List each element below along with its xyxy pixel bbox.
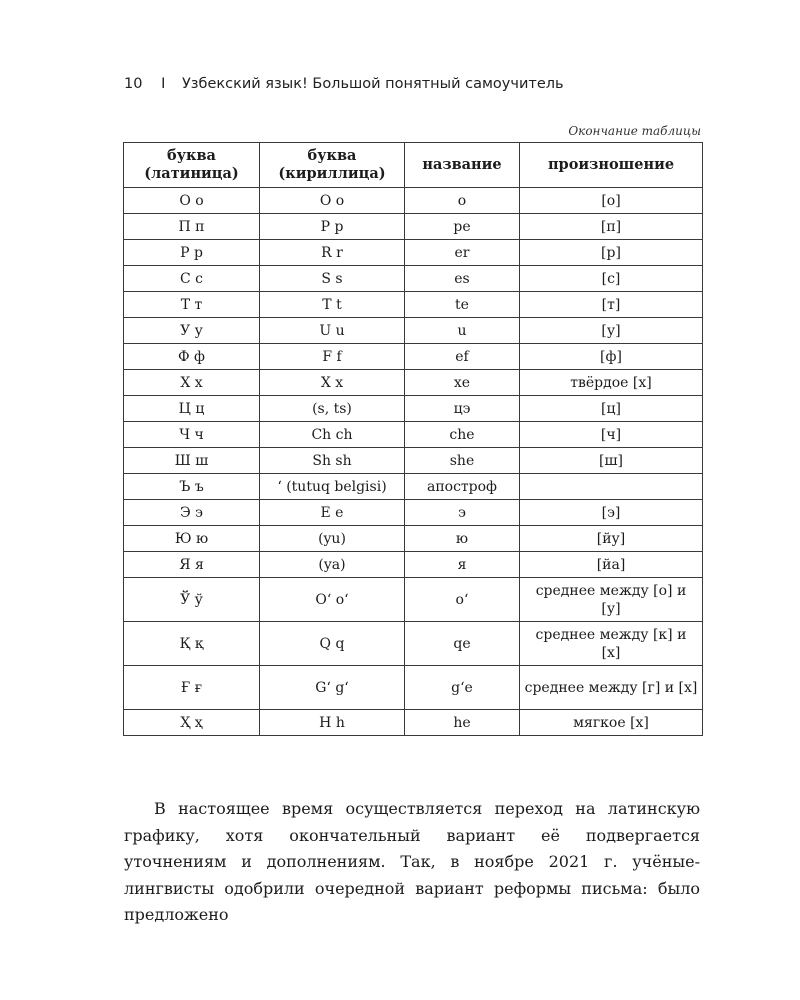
- cell-letter-name: es: [405, 266, 520, 292]
- table-row: [124, 500, 703, 526]
- cell-pronunciation: [ц]: [520, 396, 703, 422]
- cell-letter-name: te: [405, 292, 520, 318]
- cell-letter-first: Ў ў: [124, 578, 260, 622]
- cell-pronunciation: [т]: [520, 292, 703, 318]
- column-header-cyrillic: буква (кириллица): [260, 143, 405, 188]
- table-row: [124, 474, 703, 500]
- cell-letter-second: Oʻ oʻ: [260, 578, 405, 622]
- table-row: [124, 292, 703, 318]
- cell-letter-first: Ш ш: [124, 448, 260, 474]
- alphabet-table: [123, 142, 703, 736]
- cell-pronunciation: среднее между [г] и [х]: [520, 666, 703, 710]
- cell-letter-second: E e: [260, 500, 405, 526]
- cell-letter-first: Ф ф: [124, 344, 260, 370]
- column-header-pronunciation: произношение: [520, 143, 703, 188]
- cell-letter-second: P p: [260, 214, 405, 240]
- cell-letter-second: U u: [260, 318, 405, 344]
- table-row: [124, 666, 703, 710]
- cell-pronunciation: среднее между [к] и [х]: [520, 622, 703, 666]
- cell-pronunciation: мягкое [х]: [520, 710, 703, 736]
- cell-letter-second: O o: [260, 188, 405, 214]
- cell-letter-first: Ц ц: [124, 396, 260, 422]
- cell-letter-first: Ғ ғ: [124, 666, 260, 710]
- cell-letter-second: Q q: [260, 622, 405, 666]
- page-number: 10: [124, 76, 143, 92]
- cell-letter-first: Э э: [124, 500, 260, 526]
- cell-pronunciation: [520, 474, 703, 500]
- cell-letter-name: er: [405, 240, 520, 266]
- cell-pronunciation: твёрдое [х]: [520, 370, 703, 396]
- cell-letter-second: Gʻ gʻ: [260, 666, 405, 710]
- cell-letter-name: che: [405, 422, 520, 448]
- cell-letter-second: ʻ (tutuq belgisi): [260, 474, 405, 500]
- body-paragraph: В настоящее время осуществляется переход на латинскую графику, хотя окончательный вариант её подвергается уточнениям и дополнениям. Так, в ноябре 2021 г. учёные-лингвисты одобрили очередной вариант реформы письма: было предложено: [124, 799, 700, 924]
- cell-pronunciation: [п]: [520, 214, 703, 240]
- cell-letter-name: gʻe: [405, 666, 520, 710]
- table-row: [124, 578, 703, 622]
- cell-letter-name: ю: [405, 526, 520, 552]
- cell-letter-first: О о: [124, 188, 260, 214]
- cell-pronunciation: [йа]: [520, 552, 703, 578]
- cell-letter-name: he: [405, 710, 520, 736]
- book-title: Узбекский язык! Большой понятный самоучитель: [181, 76, 564, 92]
- cell-letter-second: (yu): [260, 526, 405, 552]
- cell-letter-second: S s: [260, 266, 405, 292]
- cell-letter-name: xe: [405, 370, 520, 396]
- cell-letter-name: o: [405, 188, 520, 214]
- cell-pronunciation: [у]: [520, 318, 703, 344]
- cell-pronunciation: [ш]: [520, 448, 703, 474]
- cell-letter-second: F f: [260, 344, 405, 370]
- table-row: [124, 396, 703, 422]
- cell-letter-name: u: [405, 318, 520, 344]
- cell-letter-first: Ҳ ҳ: [124, 710, 260, 736]
- column-header-latin: буква (латиница): [124, 143, 260, 188]
- table-row: [124, 552, 703, 578]
- cell-letter-name: цэ: [405, 396, 520, 422]
- cell-pronunciation: [ф]: [520, 344, 703, 370]
- cell-letter-name: she: [405, 448, 520, 474]
- running-header: [124, 76, 564, 92]
- cell-letter-first: Ъ ъ: [124, 474, 260, 500]
- header-separator: I: [161, 76, 166, 92]
- cell-pronunciation: [р]: [520, 240, 703, 266]
- cell-letter-second: Ch ch: [260, 422, 405, 448]
- cell-letter-first: У у: [124, 318, 260, 344]
- cell-letter-first: Т т: [124, 292, 260, 318]
- table-header-row: [124, 143, 703, 188]
- cell-letter-name: pe: [405, 214, 520, 240]
- cell-letter-second: T t: [260, 292, 405, 318]
- table-row: [124, 214, 703, 240]
- cell-pronunciation: [о]: [520, 188, 703, 214]
- table-row: [124, 526, 703, 552]
- table-caption: Окончание таблицы: [568, 124, 701, 138]
- cell-letter-first: Ю ю: [124, 526, 260, 552]
- cell-letter-second: R r: [260, 240, 405, 266]
- table-row: [124, 240, 703, 266]
- table-row: [124, 318, 703, 344]
- cell-letter-first: Ч ч: [124, 422, 260, 448]
- cell-letter-first: С с: [124, 266, 260, 292]
- cell-pronunciation: [йу]: [520, 526, 703, 552]
- table-row: [124, 188, 703, 214]
- cell-letter-second: H h: [260, 710, 405, 736]
- cell-pronunciation: среднее между [о] и [у]: [520, 578, 703, 622]
- cell-letter-first: Қ қ: [124, 622, 260, 666]
- cell-letter-first: П п: [124, 214, 260, 240]
- table-row: [124, 266, 703, 292]
- cell-letter-second: (ya): [260, 552, 405, 578]
- cell-letter-name: э: [405, 500, 520, 526]
- cell-letter-first: Я я: [124, 552, 260, 578]
- table-row: [124, 422, 703, 448]
- cell-letter-name: апостроф: [405, 474, 520, 500]
- cell-letter-name: я: [405, 552, 520, 578]
- cell-pronunciation: [с]: [520, 266, 703, 292]
- table-row: [124, 710, 703, 736]
- cell-letter-second: Sh sh: [260, 448, 405, 474]
- cell-letter-first: Х х: [124, 370, 260, 396]
- cell-letter-first: Р р: [124, 240, 260, 266]
- table-row: [124, 344, 703, 370]
- cell-letter-name: qe: [405, 622, 520, 666]
- cell-letter-name: ef: [405, 344, 520, 370]
- body-text: [124, 796, 700, 929]
- cell-letter-second: (s, ts): [260, 396, 405, 422]
- cell-pronunciation: [ч]: [520, 422, 703, 448]
- table-row: [124, 622, 703, 666]
- table-row: [124, 448, 703, 474]
- cell-pronunciation: [э]: [520, 500, 703, 526]
- table-row: [124, 370, 703, 396]
- cell-letter-second: X x: [260, 370, 405, 396]
- cell-letter-name: oʻ: [405, 578, 520, 622]
- column-header-name: название: [405, 143, 520, 188]
